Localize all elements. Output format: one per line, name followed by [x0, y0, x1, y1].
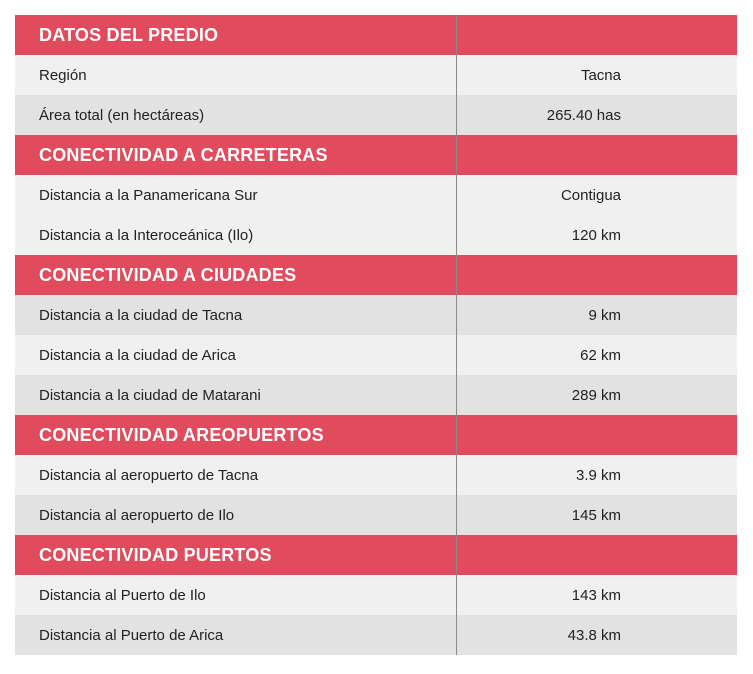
row-label: Distancia al Puerto de Ilo	[39, 586, 206, 604]
section-header-carreteras	[15, 135, 737, 175]
section-header-empty-cell	[456, 535, 737, 575]
section-header-empty-cell	[456, 135, 737, 175]
row-value: 9 km	[456, 295, 737, 335]
section-header-ciudades	[15, 255, 737, 295]
table-row	[15, 375, 737, 415]
row-label: Distancia a la Interoceánica (Ilo)	[39, 226, 254, 244]
row-value: 120 km	[456, 215, 737, 255]
section-title: DATOS DEL PREDIO	[39, 24, 219, 45]
row-value: 3.9 km	[456, 455, 737, 495]
table-row	[15, 175, 737, 215]
section-header-empty-cell	[456, 255, 737, 295]
row-label: Región	[39, 66, 87, 84]
property-data-table	[15, 15, 737, 655]
row-value: 289 km	[456, 375, 737, 415]
section-header-datos-predio	[15, 15, 737, 55]
row-value: Contigua	[456, 175, 737, 215]
table-row	[15, 575, 737, 615]
section-title: CONECTIVIDAD A CIUDADES	[39, 264, 297, 285]
table-row	[15, 455, 737, 495]
table-row	[15, 215, 737, 255]
row-label: Distancia a la ciudad de Tacna	[39, 306, 243, 324]
row-value: 265.40 has	[456, 95, 737, 135]
table-row	[15, 495, 737, 535]
row-value: 62 km	[456, 335, 737, 375]
row-label: Distancia a la ciudad de Matarani	[39, 386, 261, 404]
row-value: 43.8 km	[456, 615, 737, 655]
table-row	[15, 55, 737, 95]
row-value: 143 km	[456, 575, 737, 615]
section-header-aeropuertos	[15, 415, 737, 455]
row-label: Distancia a la Panamericana Sur	[39, 186, 258, 204]
section-title: CONECTIVIDAD A CARRETERAS	[39, 144, 328, 165]
row-label: Distancia al aeropuerto de Ilo	[39, 506, 235, 524]
row-value: 145 km	[456, 495, 737, 535]
row-label: Área total (en hectáreas)	[39, 106, 205, 124]
row-label: Distancia al aeropuerto de Tacna	[39, 466, 259, 484]
table-row	[15, 295, 737, 335]
table-row	[15, 335, 737, 375]
row-value: Tacna	[456, 55, 737, 95]
table-row	[15, 615, 737, 655]
row-label: Distancia a la ciudad de Arica	[39, 346, 236, 364]
section-title: CONECTIVIDAD PUERTOS	[39, 544, 272, 565]
row-label: Distancia al Puerto de Arica	[39, 626, 224, 644]
section-header-puertos	[15, 535, 737, 575]
section-header-empty-cell	[456, 15, 737, 55]
section-header-empty-cell	[456, 415, 737, 455]
table-row	[15, 95, 737, 135]
section-title: CONECTIVIDAD AREOPUERTOS	[39, 424, 324, 445]
